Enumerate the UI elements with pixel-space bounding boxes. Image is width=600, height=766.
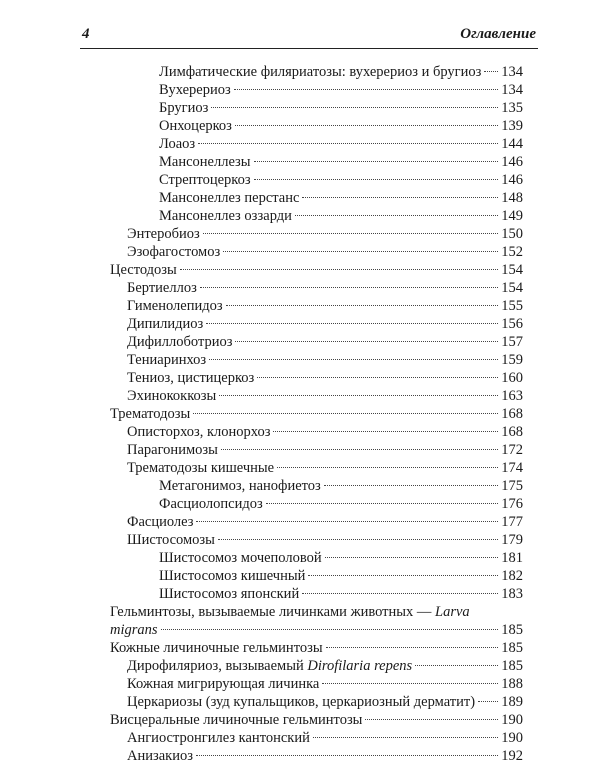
toc-leader: [209, 359, 498, 360]
toc-leader: [198, 143, 498, 144]
toc-entry[interactable]: [127, 512, 523, 532]
toc-entry-page: 152: [501, 244, 523, 260]
toc-leader: [193, 413, 498, 414]
toc-entry[interactable]: [159, 116, 523, 136]
toc-leader: [322, 683, 498, 684]
toc-entry-page: 174: [501, 460, 523, 476]
toc-entry-page: 134: [501, 64, 523, 80]
toc-entry[interactable]: [127, 332, 523, 352]
toc-entry-page: 150: [501, 226, 523, 242]
toc-entry-page: 182: [501, 568, 523, 584]
toc-leader: [313, 737, 498, 738]
toc-entry-title: Цестодозы: [110, 262, 177, 278]
toc-entry-title: Лимфатические филяриатозы: вухерериоз и бругиоз: [159, 64, 482, 80]
toc-entry[interactable]: [110, 638, 523, 658]
toc-leader: [234, 89, 499, 90]
toc-entry[interactable]: [127, 458, 523, 478]
toc-entry-title: Метагонимоз, нанофиетоз: [159, 478, 321, 494]
toc-entry[interactable]: [159, 584, 523, 604]
toc-entry-title: Шистосомоз японский: [159, 586, 300, 602]
toc-leader: [257, 377, 498, 378]
toc-entry[interactable]: [159, 206, 523, 226]
toc-leader: [302, 197, 498, 198]
toc-entry-page: 181: [501, 550, 523, 566]
toc-entry-page: 154: [501, 280, 523, 296]
toc-entry[interactable]: [159, 566, 523, 586]
toc-entry-page: 146: [501, 172, 523, 188]
toc-entry-title: Лоаоз: [159, 136, 196, 152]
toc-entry-title: Трематодозы: [110, 406, 191, 422]
toc-entry-title: Бругиоз: [159, 100, 209, 116]
toc-entry-title: Описторхоз, клонорхоз: [127, 424, 271, 440]
toc-entry-page: 168: [501, 424, 523, 440]
toc-entry-page: 185: [501, 640, 523, 656]
toc-entry-title: Шистосомозы: [127, 532, 215, 548]
toc-entry-page: 139: [501, 118, 523, 134]
toc-entry[interactable]: [159, 188, 523, 208]
toc-entry[interactable]: [159, 152, 523, 172]
toc-entry-title: Тениаринхоз: [127, 352, 207, 368]
toc-entry-latin: Larva: [435, 604, 470, 620]
toc-entry-page: 163: [501, 388, 523, 404]
toc-entry-page: 185: [501, 658, 523, 674]
toc-entry-page: 175: [501, 478, 523, 494]
toc-entry[interactable]: [127, 350, 523, 370]
toc-entry[interactable]: [110, 620, 523, 640]
toc-leader: [325, 557, 499, 558]
page-number: 4: [82, 26, 90, 42]
toc-entry-title: Эзофагостомоз: [127, 244, 221, 260]
toc-entry-page: 190: [501, 712, 523, 728]
toc-leader: [196, 521, 498, 522]
toc-entry[interactable]: [127, 656, 523, 676]
toc-entry-title: Церкариозы (зуд купальщиков, церкариозный дерматит): [127, 694, 476, 710]
toc-entry-page: 192: [501, 748, 523, 764]
toc-entry-title: Ангиостронгилез кантонский: [127, 730, 310, 746]
toc-leader: [365, 719, 498, 720]
toc-leader: [302, 593, 498, 594]
toc-entry[interactable]: [127, 692, 523, 712]
toc-entry-page: 159: [501, 352, 523, 368]
toc-entry-title: Анизакиоз: [127, 748, 193, 764]
toc-entry[interactable]: [159, 134, 523, 154]
toc-entry[interactable]: [159, 62, 523, 82]
toc-entry[interactable]: [127, 224, 523, 244]
toc-entry-title: Вухерериоз: [159, 82, 231, 98]
toc-leader: [221, 449, 498, 450]
toc-leader: [254, 179, 499, 180]
toc-entry[interactable]: [127, 314, 523, 334]
toc-entry-page: 179: [501, 532, 523, 548]
toc-entry-title: Дифиллоботриоз: [127, 334, 233, 350]
toc-leader: [266, 503, 499, 504]
toc-entry-page: 168: [501, 406, 523, 422]
toc-entry-page: 189: [501, 694, 523, 710]
toc-entry[interactable]: [127, 440, 523, 460]
toc-entry[interactable]: [127, 296, 523, 316]
toc-entry-page: 148: [501, 190, 523, 206]
toc-leader: [235, 125, 498, 126]
toc-entry[interactable]: [127, 422, 523, 442]
toc-entry-latin: Dirofilaria repens: [307, 658, 413, 674]
toc-entry-title: Мансонеллез оззарди: [159, 208, 292, 224]
toc-leader: [180, 269, 498, 270]
toc-entry-title: Эхинококкозы: [127, 388, 217, 404]
toc-leader: [254, 161, 499, 162]
toc-entry[interactable]: [127, 674, 523, 694]
toc-leader: [478, 701, 498, 702]
toc-entry-title: Дирофиляриоз, вызываемый: [127, 658, 308, 674]
toc-entry-title: Висцеральные личиночные гельминтозы: [110, 712, 363, 728]
toc-entry-line1[interactable]: [110, 602, 470, 622]
toc-leader: [219, 395, 498, 396]
toc-entry-title: Гименолепидоз: [127, 298, 223, 314]
toc-entry-page: 156: [501, 316, 523, 332]
toc-entry[interactable]: [127, 728, 523, 748]
toc-entry-page: 146: [501, 154, 523, 170]
toc-entry[interactable]: [159, 476, 523, 496]
toc-leader: [295, 215, 498, 216]
toc-entry-title: Кожные личиночные гельминтозы: [110, 640, 323, 656]
toc-entry-page: 160: [501, 370, 523, 386]
toc-entry-page: 185: [501, 622, 523, 638]
toc-entry-title: Тениоз, цистицеркоз: [127, 370, 255, 386]
running-header: [80, 26, 538, 46]
toc-leader: [326, 647, 499, 648]
toc-entry-title: Шистосомоз мочеполовой: [159, 550, 322, 566]
toc-entry[interactable]: [159, 548, 523, 568]
toc-entry[interactable]: [127, 386, 523, 406]
toc-entry-title: Стрептоцеркоз: [159, 172, 251, 188]
toc-entry[interactable]: [127, 368, 523, 388]
toc-entry-page: 154: [501, 262, 523, 278]
toc-leader: [196, 755, 498, 756]
toc-entry[interactable]: [110, 260, 523, 280]
toc-entry-title: Кожная мигрирующая личинка: [127, 676, 320, 692]
toc-leader: [226, 305, 499, 306]
toc-leader: [203, 233, 499, 234]
toc-entry[interactable]: [159, 80, 523, 100]
toc-entry-page: 176: [501, 496, 523, 512]
toc-entry-page: 149: [501, 208, 523, 224]
toc-entry[interactable]: [127, 278, 523, 298]
toc-entry-page: 134: [501, 82, 523, 98]
toc-entry-title: Парагонимозы: [127, 442, 218, 458]
header-rule: [80, 48, 538, 49]
toc-entry-page: 135: [501, 100, 523, 116]
toc-entry-page: 188: [501, 676, 523, 692]
toc-entry[interactable]: [127, 530, 523, 550]
toc-leader: [235, 341, 498, 342]
toc-entry[interactable]: [159, 170, 523, 190]
toc-entry[interactable]: [110, 404, 523, 424]
toc-entry-title: Мансонеллез перстанс: [159, 190, 300, 206]
toc-entry[interactable]: [127, 242, 523, 262]
toc-leader: [161, 629, 499, 630]
toc-leader: [206, 323, 498, 324]
toc-entry-title: Дипилидиоз: [127, 316, 204, 332]
toc-entry[interactable]: [110, 710, 523, 730]
header-title: Оглавление: [460, 26, 536, 42]
toc-entry-page: 157: [501, 334, 523, 350]
toc-entry[interactable]: [159, 98, 523, 118]
toc-leader: [223, 251, 498, 252]
toc-entry-title: Бертиеллоз: [127, 280, 197, 296]
toc-leader: [273, 431, 498, 432]
toc-leader: [324, 485, 498, 486]
toc-entry-title: Трематодозы кишечные: [127, 460, 275, 476]
toc-entry-page: 183: [501, 586, 523, 602]
toc-entry-page: 190: [501, 730, 523, 746]
toc-leader: [218, 539, 498, 540]
toc-entry-title: Энтеробиоз: [127, 226, 200, 242]
toc-leader: [308, 575, 498, 576]
toc-leader: [415, 665, 498, 666]
toc-entry-title: Фасциолез: [127, 514, 194, 530]
toc-entry-title: Онхоцеркоз: [159, 118, 232, 134]
toc-entry-title: Шистосомоз кишечный: [159, 568, 306, 584]
toc-leader: [200, 287, 498, 288]
toc-entry-page: 144: [501, 136, 523, 152]
toc-entry-page: 172: [501, 442, 523, 458]
toc-entry-title: Мансонеллезы: [159, 154, 251, 170]
toc-entry-title: Гельминтозы, вызываемые личинками животных —: [110, 604, 435, 620]
toc-entry-title: Фасциолопсидоз: [159, 496, 263, 512]
toc-leader: [277, 467, 498, 468]
toc-leader: [484, 71, 498, 72]
toc-entry[interactable]: [127, 746, 523, 766]
toc-entry-page: 155: [501, 298, 523, 314]
toc-entry-latin: migrans: [110, 622, 158, 638]
toc-leader: [211, 107, 498, 108]
toc-entry[interactable]: [159, 494, 523, 514]
toc-entry-page: 177: [501, 514, 523, 530]
